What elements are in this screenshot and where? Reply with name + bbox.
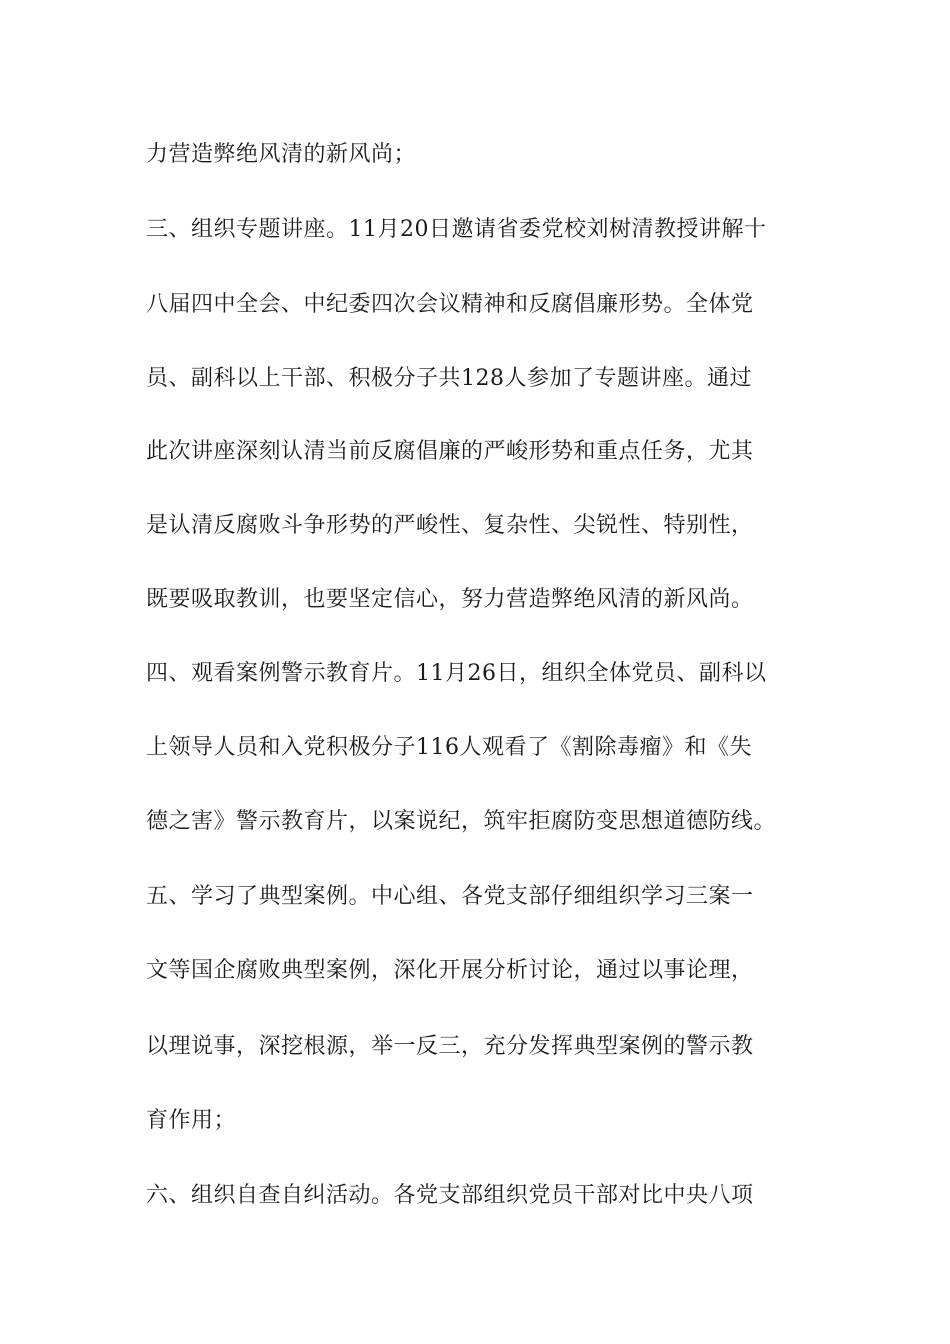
text-line: 五、学习了典型案例。中心组、各党支部仔细组织学习三案一 [146, 884, 754, 909]
text-line: 既要吸取教训，也要坚定信心，努力营造弊绝风清的新风尚。 [146, 587, 754, 612]
text-line: 此次讲座深刻认清当前反腐倡廉的严峻形势和重点任务，尤其 [146, 439, 754, 464]
text-line: 是认清反腐败斗争形势的严峻性、复杂性、尖锐性、特别性， [146, 513, 754, 538]
text-line: 文等国企腐败典型案例，深化开展分析讨论，通过以事论理， [146, 958, 754, 983]
text-line: 力营造弊绝风清的新风尚； [146, 142, 417, 167]
text-line: 八届四中全会、中纪委四次会议精神和反腐倡廉形势。全体党 [146, 292, 754, 317]
text-line: 三、组织专题讲座。11月20日邀请省委党校刘树清教授讲解十 [146, 217, 767, 242]
text-line: 四、观看案例警示教育片。11月26日，组织全体党员、副科以 [146, 661, 767, 686]
text-line: 员、副科以上干部、积极分子共128人参加了专题讲座。通过 [146, 366, 752, 391]
text-line: 以理说事，深挖根源，举一反三，充分发挥典型案例的警示教 [146, 1034, 754, 1059]
text-line: 上领导人员和入党积极分子116人观看了《割除毒瘤》和《失 [146, 735, 752, 760]
text-line: 育作用； [146, 1108, 237, 1133]
text-line: 德之害》警示教育片，以案说纪，筑牢拒腐防变思想道德防线。 [146, 809, 777, 834]
text-line: 六、组织自查自纠活动。各党支部组织党员干部对比中央八项 [146, 1183, 754, 1208]
